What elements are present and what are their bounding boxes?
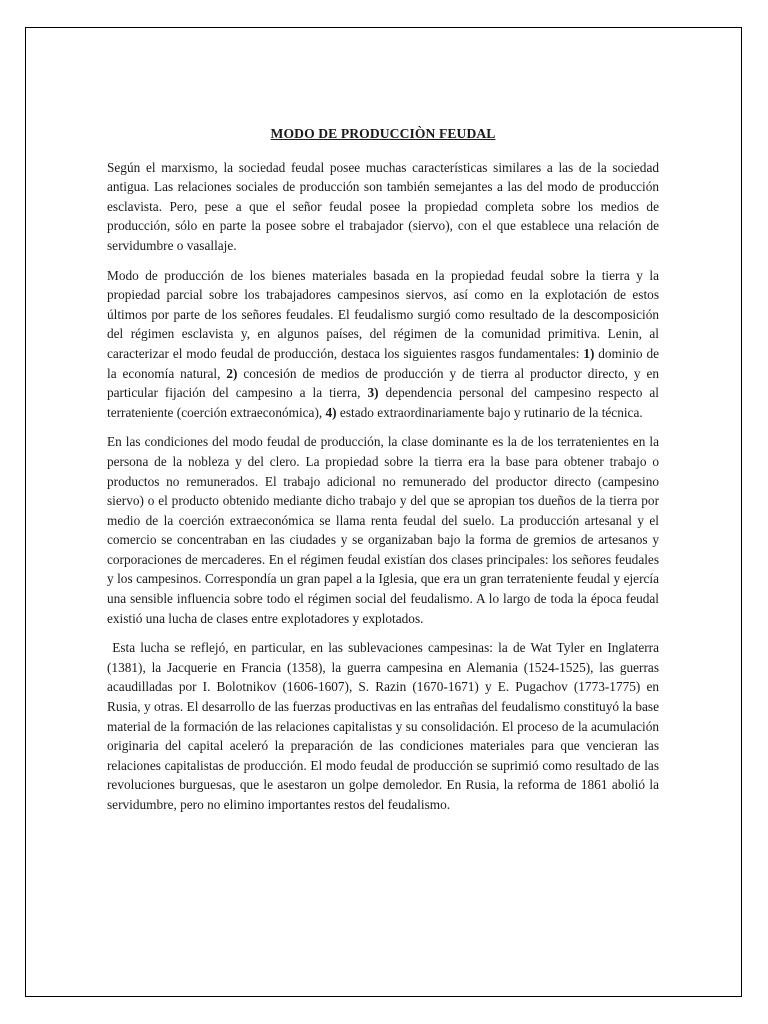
page-border-frame <box>25 27 742 997</box>
paragraph-1: Según el marxismo, la sociedad feudal posee muchas características similares a las de la sociedad antigua. Las relaciones sociales de producción son también semejantes a las del modo de producción esclavista. Pero, pese a que el señor feudal posee la propiedad completa sobre los medios de producción, sólo en parte la posee sobre el trabajador (siervo), con el que establece una relación de servidumbre o vasallaje. <box>107 159 659 253</box>
feature-text-1: dominio de la economía natural, <box>107 345 659 381</box>
feature-text-2: concesión de medios de producción y de tierra al productor directo, y en particular fijación del campesino a la tierra, <box>107 365 660 401</box>
feature-number-3: 3) <box>367 385 379 401</box>
feature-number-4: 4) <box>325 404 337 420</box>
feature-text-3: dependencia personal del campesino respecto al terrateniente (coerción extraeconómica), <box>107 385 659 420</box>
paragraph-4: Esta lucha se reflejó, en particular, en las sublevaciones campesinas: la de Wat Tyler en Inglaterra (1381), la Jacquerie en Francia (1358), la guerra campesina en Alemania (1524-1525), las guerras acaudilladas por I. Bolotnikov (1606-1607), S. Razin (1670-1671) y E. Pugachov (1773-1775) en Rusia, y otras. El desarrollo de las fuerzas productivas en las entrañas del feudalismo constituyó la base material de la formación de las relaciones capitalistas y su consolidación. El proceso de la acumulación originaria del capital aceleró la preparación de las condiciones materiales para que vencieran las relaciones capitalistas de producción. El modo feudal de producción se suprimió como resultado de las revoluciones burguesas, que le asestaron un golpe demoledor. En Rusia, la reforma de 1861 abolió la servidumbre, pero no elimino importantes restos del feudalismo. <box>107 640 663 812</box>
feature-number-1: 1) <box>583 345 595 361</box>
paragraph-2 <box>107 266 659 423</box>
feature-number-2: 2) <box>226 365 238 381</box>
paragraph-3: En las condiciones del modo feudal de producción, la clase dominante es la de los terratenientes en la persona de la nobleza y del clero. La propiedad sobre la tierra era la base para obtener trabajo o productos no remunerados. El trabajo adicional no remunerado del productor directo (campesino siervo) o el producto obtenido mediante dicho trabajo y del que se apropian tos dueños de la tierra por medio de la coerción extraeconómica se llama renta feudal del suelo. La producción artesanal y el comercio se concentraban en las ciudades y se organizaban bajo la forma de gremios de artesanos y corporaciones de mercaderes. En el régimen feudal existían dos clases principales: los señores feudales y los campesinos. Correspondía un gran papel a la Iglesia, que era un gran terrateniente feudal y ejercía una sensible influencia sobre todo el régimen social del feudalismo. A lo largo de toda la época feudal existió una lucha de clases entre explotadores y explotados. <box>107 434 659 626</box>
feature-text-4: estado extraordinariamente bajo y rutinario de la técnica. <box>336 404 643 420</box>
paragraph-2-intro: Modo de producción de los bienes materiales basada en la propiedad feudal sobre la tierra y la propiedad parcial sobre los trabajadores campesinos siervos, así como en la explotación de estos últimos por parte de los señores feudales. El feudalismo surgió como resultado de la descomposición del régimen esclavista y, en algunos países, del régimen de la comunidad primitiva. Lenin, al caracterizar el modo feudal de producción, destaca los siguientes rasgos fundamentales: <box>107 267 659 361</box>
document-title: MODO DE PRODUCCIÒN FEUDAL <box>270 126 496 141</box>
document-body <box>107 124 663 825</box>
